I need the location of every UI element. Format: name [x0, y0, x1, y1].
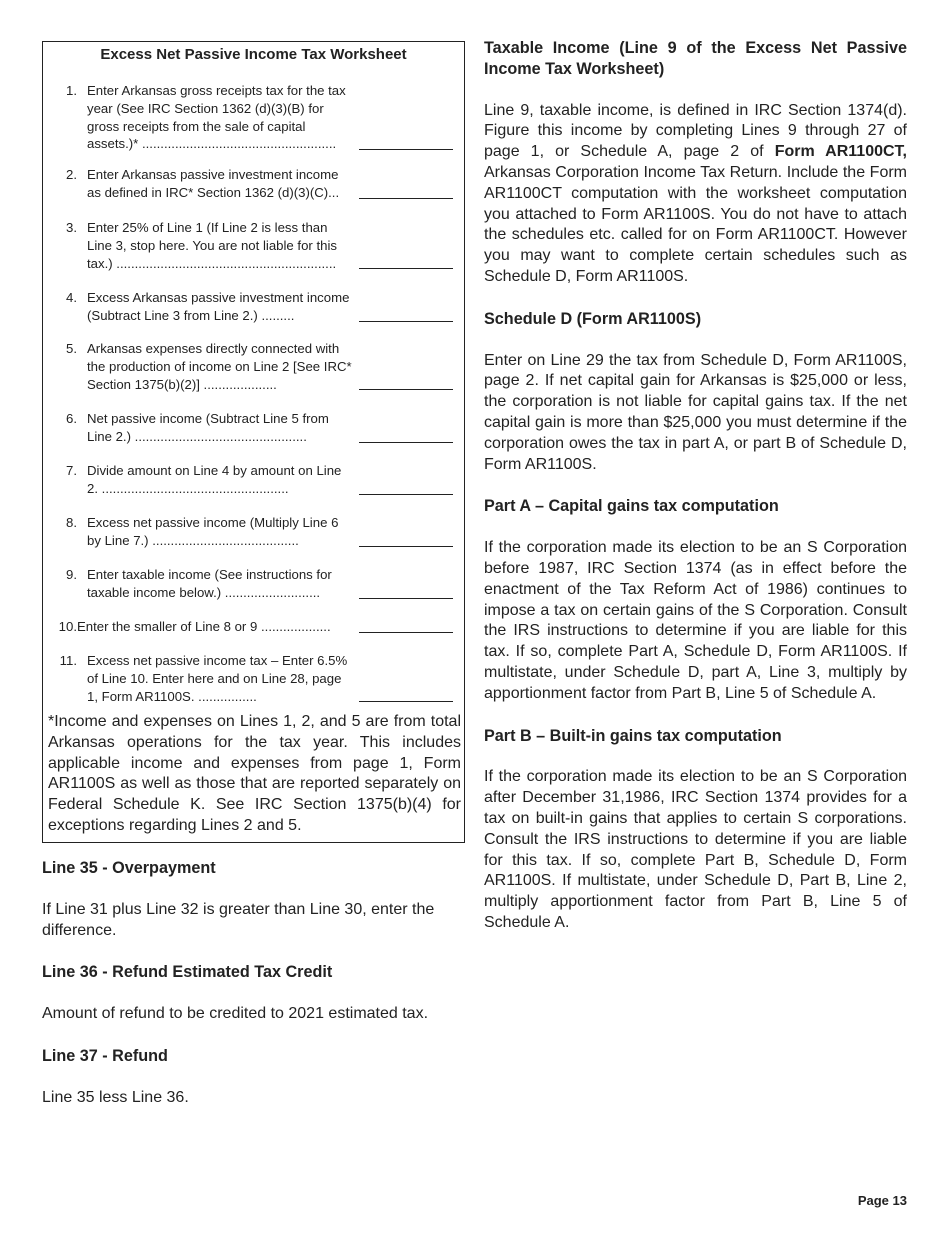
right-column-instructions: [484, 38, 907, 934]
line35-heading: Line 35 - Overpayment: [42, 859, 216, 877]
left-column-instructions: [42, 858, 467, 1109]
line37-heading: Line 37 - Refund: [42, 1046, 168, 1065]
taxable-income-heading: Taxable Income (Line 9 of the Excess Net Passive Income Tax Worksheet): [484, 39, 907, 78]
schedule-d-text: Enter on Line 29 the tax from Schedule D, Form AR1100S, page 2. If net capital gain for Arkansas is $25,000 or less, the corporation is not liable for capital gains tax. If the net capital gain is more than $25,000 you must determine if the corporation owes the tax in part A, or part B of Schedule D, Form AR1100S.: [484, 351, 907, 473]
part-b-heading: Part B – Built-in gains tax computation: [484, 726, 782, 745]
entry-field-line-7[interactable]: [359, 494, 453, 495]
worksheet-line-9: 9. Enter taxable income (See instructions for taxable income below.) ..........................: [53, 566, 443, 602]
page-number: Page 13: [857, 1193, 907, 1208]
entry-field-line-3[interactable]: [359, 268, 453, 269]
line35-text: If Line 31 plus Line 32 is greater than Line 30, enter the difference.: [42, 900, 435, 939]
worksheet-footnote: *Income and expenses on Lines 1, 2, and 5 are from total Arkansas operations for the tax year. This includes applicable income and expenses from page 1, Form AR1100S as well as those that are reported separately on Federal Schedule K. See IRC Section 1375(b)(4) for exceptions regarding Lines 2 and 5.: [48, 713, 461, 834]
part-a-text: If the corporation made its election to be an S Corporation before 1987, IRC Section 1374 (as in effect before the enactment of the Tax Reform Act of 1986) continues to impose a tax on certain gains of the S Corporation. Consult the IRS instructions to determine if you are liable for this tax. If so, complete Part A, Schedule D, Form AR1100S. If multistate, under Schedule D, part A, Line 3, multiply by apportionment factor from Part B, Line 5 of Schedule A.: [484, 539, 907, 702]
worksheet-line-5: 5. Arkansas expenses directly connected with the production of income on Line 2 [See IRC* Section 1375(b)(2)] ....................: [53, 340, 443, 393]
worksheet-title: Excess Net Passive Income Tax Worksheet: [100, 46, 407, 63]
entry-field-line-10[interactable]: [359, 632, 453, 633]
worksheet-line-4: 4. Excess Arkansas passive investment income (Subtract Line 3 from Line 2.) .........: [53, 289, 443, 325]
entry-field-line-4[interactable]: [359, 321, 453, 322]
part-b-text: If the corporation made its election to be an S Corporation after December 31,1986, IRC Section 1374 provides for a tax on built-in gains that applies to certain S corporations. Consult the IRS instructions to determine if you are liable for this tax. If so, complete Part B, Schedule D, Form AR1100S. If multistate, under Schedule D, Part B, Line 2, multiply apportionment factor from Part B, Line 5 of Schedule A.: [484, 768, 907, 931]
entry-field-line-9[interactable]: [359, 598, 453, 599]
worksheet-line-1: 1. Enter Arkansas gross receipts tax for the tax year (See IRC Section 1362 (d)(3)(B) for gross receipts from the sale of capital assets.)* .....................................................: [53, 82, 443, 153]
worksheet-line-2: 2. Enter Arkansas passive investment income as defined in IRC* Section 1362 (d)(3)(C)...: [53, 166, 443, 202]
line36-heading: Line 36 - Refund Estimated Tax Credit: [42, 963, 333, 982]
entry-field-line-2[interactable]: [359, 198, 453, 199]
line37-text: Line 35 less Line 36.: [42, 1088, 189, 1106]
worksheet-line-8: 8. Excess net passive income (Multiply Line 6 by Line 7.) ........................................: [53, 514, 443, 550]
entry-field-line-8[interactable]: [359, 546, 453, 547]
part-a-heading: Part A – Capital gains tax computation: [484, 497, 779, 516]
line36-text: Amount of refund to be credited to 2021 estimated tax.: [42, 1005, 429, 1023]
schedule-d-heading: Schedule D (Form AR1100S): [484, 309, 702, 328]
worksheet-line-10: 10. Enter the smaller of Line 8 or 9 ...................: [53, 618, 443, 636]
taxable-income-text: Line 9, taxable income, is defined in IRC Section 1374(d). Figure this income by completing Lines 9 through 27 of page 1, or Schedule A, page 2 of Form AR1100CT, Arkansas Corporation Income Tax Return. Include the Form AR1100CT computation with the worksheet computation you attached to Form AR1100S. You do not have to attach the schedules etc. called for on Form AR1100CT. However you may want to complete certain schedules such as Schedule D, Form AR1100S.: [484, 101, 908, 285]
worksheet-line-6: 6. Net passive income (Subtract Line 5 from Line 2.) ...............................................: [53, 410, 443, 446]
entry-field-line-5[interactable]: [359, 389, 453, 390]
worksheet-line-3: 3. Enter 25% of Line 1 (If Line 2 is less than Line 3, stop here. You are not liable for this tax.) ............................................................: [53, 219, 443, 272]
entry-field-line-6[interactable]: [359, 442, 453, 443]
worksheet-line-11: 11. Excess net passive income tax – Enter 6.5% of Line 10. Enter here and on Line 28, page 1, Form AR1100S. ................: [53, 652, 443, 705]
worksheet-box: [42, 41, 465, 843]
entry-field-line-1[interactable]: [359, 149, 453, 150]
worksheet-line-7: 7. Divide amount on Line 4 by amount on Line 2. ...................................................: [53, 462, 443, 498]
entry-field-line-11[interactable]: [359, 701, 453, 702]
